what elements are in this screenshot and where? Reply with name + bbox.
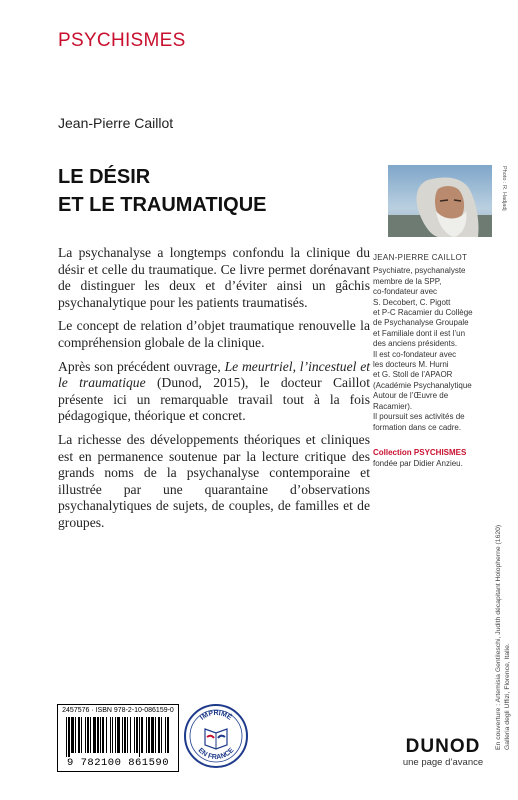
bio-line: les docteurs M. Hurni: [373, 360, 449, 370]
barcode-bar: [155, 717, 156, 753]
bio-line: Autour de l’Œuvre de: [373, 391, 449, 401]
barcode-bar: [78, 717, 80, 753]
barcode-bar: [117, 717, 120, 753]
author-photo: [388, 165, 492, 237]
barcode-bar: [68, 717, 70, 757]
bio-line: des anciens présidents.: [373, 339, 458, 349]
paragraph-3-end: (Dunod, 2015), le docteur Caillot présente ici un remarquable travail tout à la fois pédagogique, théorique et concret.: [58, 375, 370, 424]
bio-line: Racamier).: [373, 401, 413, 411]
printed-in-france-badge: [183, 703, 249, 769]
cited-work-title: Le meurtriel, l’incestuel et le traumatique: [58, 358, 370, 391]
bio-line: S. Decobert, C. Pigott: [373, 297, 451, 307]
back-cover-text: [58, 245, 370, 539]
title-line-1: LE DÉSIR: [58, 166, 151, 188]
barcode-bar: [81, 717, 82, 753]
collection-founder: fondée par Didier Anzieu.: [373, 459, 463, 468]
paragraph-3: [58, 359, 370, 425]
series-name: PSYCHISMES: [58, 30, 186, 51]
publisher-tagline: une page d’avance: [402, 757, 484, 768]
barcode-bar: [158, 717, 160, 753]
author-name: Jean-Pierre Caillot: [58, 115, 174, 131]
badge-top-text: IMPRIMÉ: [199, 710, 233, 722]
collection-label: Collection PSYCHISMES: [373, 448, 467, 457]
bio-line: (Académie Psychanalytique: [373, 380, 472, 390]
printed-in-france-icon: [183, 703, 249, 769]
publisher-logo: [388, 737, 498, 768]
bio-line: Psychiatre, psychanalyste: [373, 266, 466, 276]
paragraph-1: La psychanalyse a longtemps confondu la clinique du désir et celle du traumatique. Ce livre permet dorénavant de distinguer les deux et d’éviter ainsi un gâchis psychanalytique pour les patients traumatisés.: [58, 245, 370, 310]
barcode-bar: [112, 717, 113, 753]
barcode-bars: [64, 717, 172, 757]
barcode-bar: [127, 717, 128, 753]
barcode-bar: [97, 717, 99, 753]
barcode-bar: [85, 717, 86, 753]
barcode-bar: [165, 717, 166, 753]
barcode-bar: [139, 717, 140, 757]
bio-line: co-fondateur avec: [373, 287, 438, 297]
barcode-bar: [146, 717, 147, 753]
barcode-bar: [106, 717, 107, 753]
barcode-bar: [134, 717, 135, 753]
title-line-2: ET LE TRAUMATIQUE: [58, 194, 267, 216]
photo-credit: Photo : R. Hadjadj: [501, 166, 507, 211]
barcode-bar: [122, 717, 123, 753]
cover-credit: [494, 500, 518, 750]
bio-line: et G. Stoll de l’APAOR: [373, 370, 453, 380]
bio-line: et Familiale dont il est l’un: [373, 328, 466, 338]
barcode-bar: [167, 717, 169, 753]
barcode-bar: [90, 717, 91, 753]
cover-credit-line-1: En couverture : Artemisia Gentileschi, Judith décapitant Holopherne (1620): [495, 524, 502, 750]
barcode-bar: [161, 717, 162, 753]
bio-line: membre de la SPP,: [373, 276, 442, 286]
bio-line: formation dans ce cadre.: [373, 422, 462, 432]
collection-info: [373, 447, 503, 469]
barcode-bar: [148, 717, 150, 753]
barcode-bar: [141, 717, 143, 753]
barcode-bar: [93, 717, 96, 753]
barcode-bar: [71, 717, 74, 753]
bio-author-name: JEAN-PIERRE CAILLOT: [373, 253, 468, 262]
author-bio: [373, 253, 501, 433]
isbn-barcode: [57, 704, 179, 772]
barcode-bar: [100, 717, 101, 753]
cover-credit-line-2: Galleria degli Uffizi, Florence, Italie.: [504, 643, 511, 750]
barcode-bar: [75, 717, 76, 753]
barcode-bar: [87, 717, 89, 753]
bio-line: de Psychanalyse Groupale: [373, 318, 469, 328]
paragraph-3-start: Après son précédent ouvrage,: [58, 358, 225, 374]
barcode-bar: [130, 717, 131, 753]
bio-line: Il poursuit ses activités de: [373, 412, 465, 422]
book-title: [58, 163, 267, 219]
barcode-bar: [66, 717, 67, 757]
badge-bottom-text: EN FRANCE: [196, 746, 236, 762]
bio-line: et P-C Racamier du Collège: [373, 308, 473, 318]
bio-line: Il est co-fondateur avec: [373, 349, 457, 359]
paragraph-4: La richesse des développements théoriques et cliniques est en permanence soutenue par la lecture critique des grands noms de la psychanalyse contemporaine et illustrée par une quarantaine d’observations psychanalytiques de sujets, de couples, de familles et de groupes.: [58, 431, 370, 530]
barcode-bar: [124, 717, 126, 753]
barcode-bar: [102, 717, 104, 753]
paragraph-2: Le concept de relation d’objet traumatique renouvelle la compréhension globale de la clinique.: [58, 318, 370, 350]
barcode-bar: [151, 717, 154, 753]
barcode-bar: [115, 717, 116, 753]
barcode-bar: [110, 717, 111, 753]
barcode-bar: [136, 717, 138, 753]
publisher-name: DUNOD: [405, 736, 481, 757]
author-portrait-image: [388, 165, 492, 237]
isbn-text: 2457576 · ISBN 978-2-10-086159-0: [62, 707, 174, 714]
barcode-number: 9 782100 861590: [66, 757, 169, 769]
